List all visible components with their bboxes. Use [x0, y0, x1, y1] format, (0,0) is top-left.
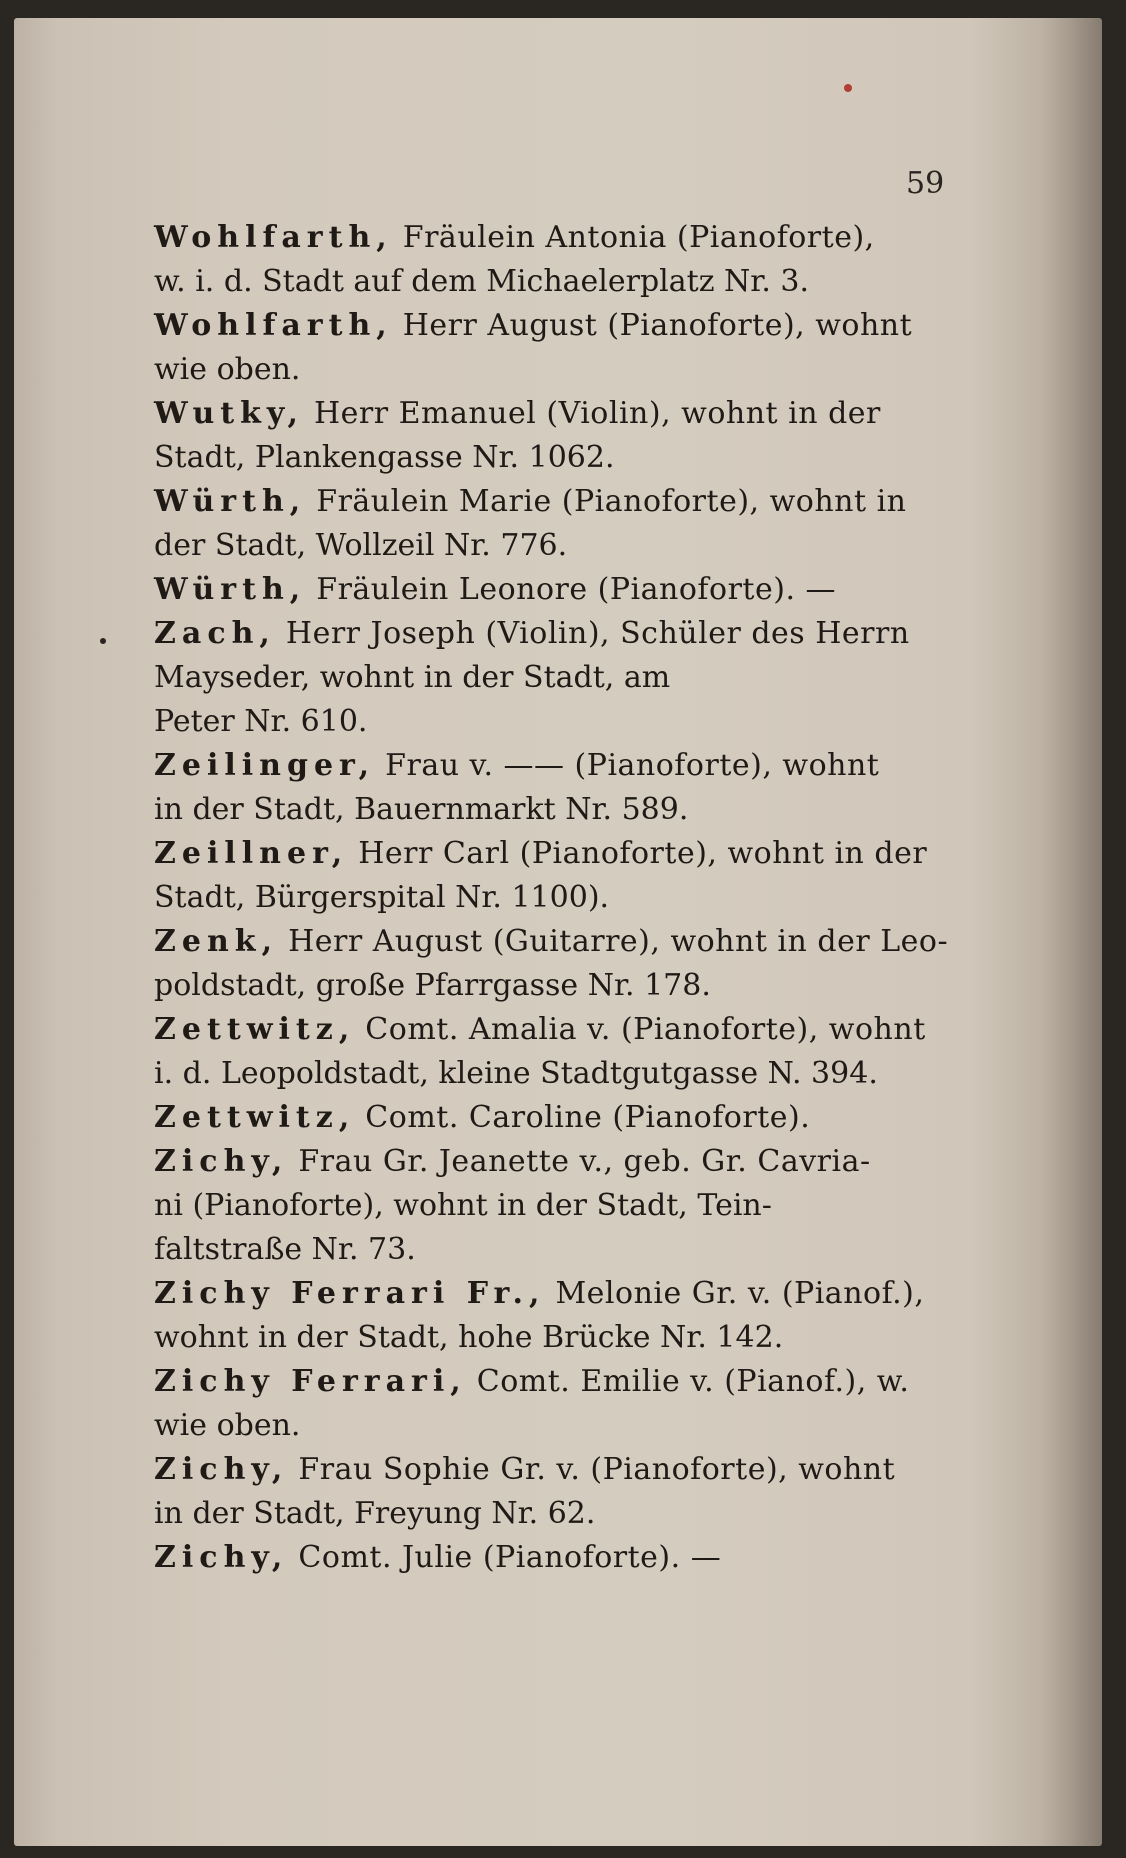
directory-entry [154, 1140, 974, 1272]
directory-entry [154, 1360, 974, 1448]
directory-entry [154, 216, 974, 304]
entry-surname: Würth, [154, 484, 307, 519]
entry-text: Fräulein Marie (Pianoforte), wohnt in [306, 484, 907, 519]
entry-surname: Zeilinger, [154, 748, 376, 783]
entry-surname: Zettwitz, [154, 1012, 356, 1047]
entry-text: Fräulein Antonia (Pianoforte), [392, 220, 875, 255]
book-page [14, 18, 1102, 1846]
entry-surname: Zach, [154, 616, 276, 651]
entry-surname: Zenk, [154, 924, 279, 959]
entry-continuation: Peter Nr. 610. [154, 704, 368, 739]
directory-entry [154, 744, 974, 832]
directory-entry [154, 920, 974, 1008]
entry-surname: Zichy, [154, 1144, 289, 1179]
entry-continuation: wie oben. [154, 1408, 301, 1443]
directory-entry [154, 392, 974, 480]
entry-text: Frau Gr. Jeanette v., geb. Gr. Cavria- [288, 1144, 871, 1179]
ink-speck [844, 84, 852, 92]
entry-text: Herr August (Guitarre), wohnt in der Leo- [278, 924, 949, 959]
entry-surname: Zichy Ferrari, [154, 1364, 467, 1399]
entry-text: Comt. Amalia v. (Pianoforte), wohnt [355, 1012, 926, 1047]
directory-entry [154, 1448, 974, 1536]
entry-text: Comt. Emilie v. (Pianof.), w. [466, 1364, 910, 1399]
entry-continuation: Mayseder, wohnt in der Stadt, am [154, 660, 671, 695]
entry-text: Comt. Julie (Pianoforte). — [288, 1540, 722, 1575]
entry-continuation: in der Stadt, Freyung Nr. 62. [154, 1496, 596, 1531]
entry-surname: Wohlfarth, [154, 308, 393, 343]
entry-text: Fräulein Leonore (Pianoforte). — [306, 572, 837, 607]
entry-text: Frau v. —— (Pianoforte), wohnt [375, 748, 880, 783]
directory-entry [154, 1272, 974, 1360]
entry-text: Comt. Caroline (Pianoforte). [355, 1100, 811, 1135]
directory-entry [154, 1008, 974, 1096]
entry-surname: Zichy Ferrari Fr., [154, 1276, 546, 1311]
directory-entries [154, 216, 974, 1580]
entry-text: Frau Sophie Gr. v. (Pianoforte), wohnt [288, 1452, 896, 1487]
directory-entry [154, 1096, 974, 1140]
entry-surname: Würth, [154, 572, 307, 607]
entry-text: Herr Emanuel (Violin), wohnt in der [303, 396, 881, 431]
entry-continuation: der Stadt, Wollzeil Nr. 776. [154, 528, 568, 563]
entry-surname: Wohlfarth, [154, 220, 393, 255]
page-number: 59 [906, 166, 945, 201]
entry-continuation: i. d. Leopoldstadt, kleine Stadtgutgasse N. 394. [154, 1056, 878, 1091]
entry-text: Herr August (Pianoforte), wohnt [392, 308, 913, 343]
directory-entry [154, 832, 974, 920]
entry-text: Herr Joseph (Violin), Schüler des Herrn [275, 616, 910, 651]
entry-surname: Zichy, [154, 1540, 289, 1575]
entry-surname: Wutky, [154, 396, 304, 431]
entry-surname: Zichy, [154, 1452, 289, 1487]
entry-continuation: in der Stadt, Bauernmarkt Nr. 589. [154, 792, 689, 827]
entry-text: Melonie Gr. v. (Pianof.), [545, 1276, 925, 1311]
entry-continuation: w. i. d. Stadt auf dem Michaelerplatz Nr. 3. [154, 264, 810, 299]
entry-text: Herr Carl (Pianoforte), wohnt in der [348, 836, 928, 871]
entry-surname: Zettwitz, [154, 1100, 356, 1135]
directory-entry [154, 1536, 974, 1580]
page-edge-shadow [1042, 18, 1102, 1846]
directory-entry [154, 480, 974, 568]
entry-continuation: wie oben. [154, 352, 301, 387]
entry-continuation: faltstraße Nr. 73. [154, 1232, 416, 1267]
entry-continuation: ni (Pianoforte), wohnt in der Stadt, Tein- [154, 1188, 772, 1223]
entry-continuation: poldstadt, große Pfarrgasse Nr. 178. [154, 968, 711, 1003]
directory-entry [154, 612, 974, 744]
margin-dot [100, 638, 106, 644]
entry-continuation: Stadt, Bürgerspital Nr. 1100). [154, 880, 610, 915]
directory-entry [154, 568, 974, 612]
entry-continuation: wohnt in der Stadt, hohe Brücke Nr. 142. [154, 1320, 784, 1355]
entry-surname: Zeillner, [154, 836, 349, 871]
entry-continuation: Stadt, Plankengasse Nr. 1062. [154, 440, 615, 475]
directory-entry [154, 304, 974, 392]
